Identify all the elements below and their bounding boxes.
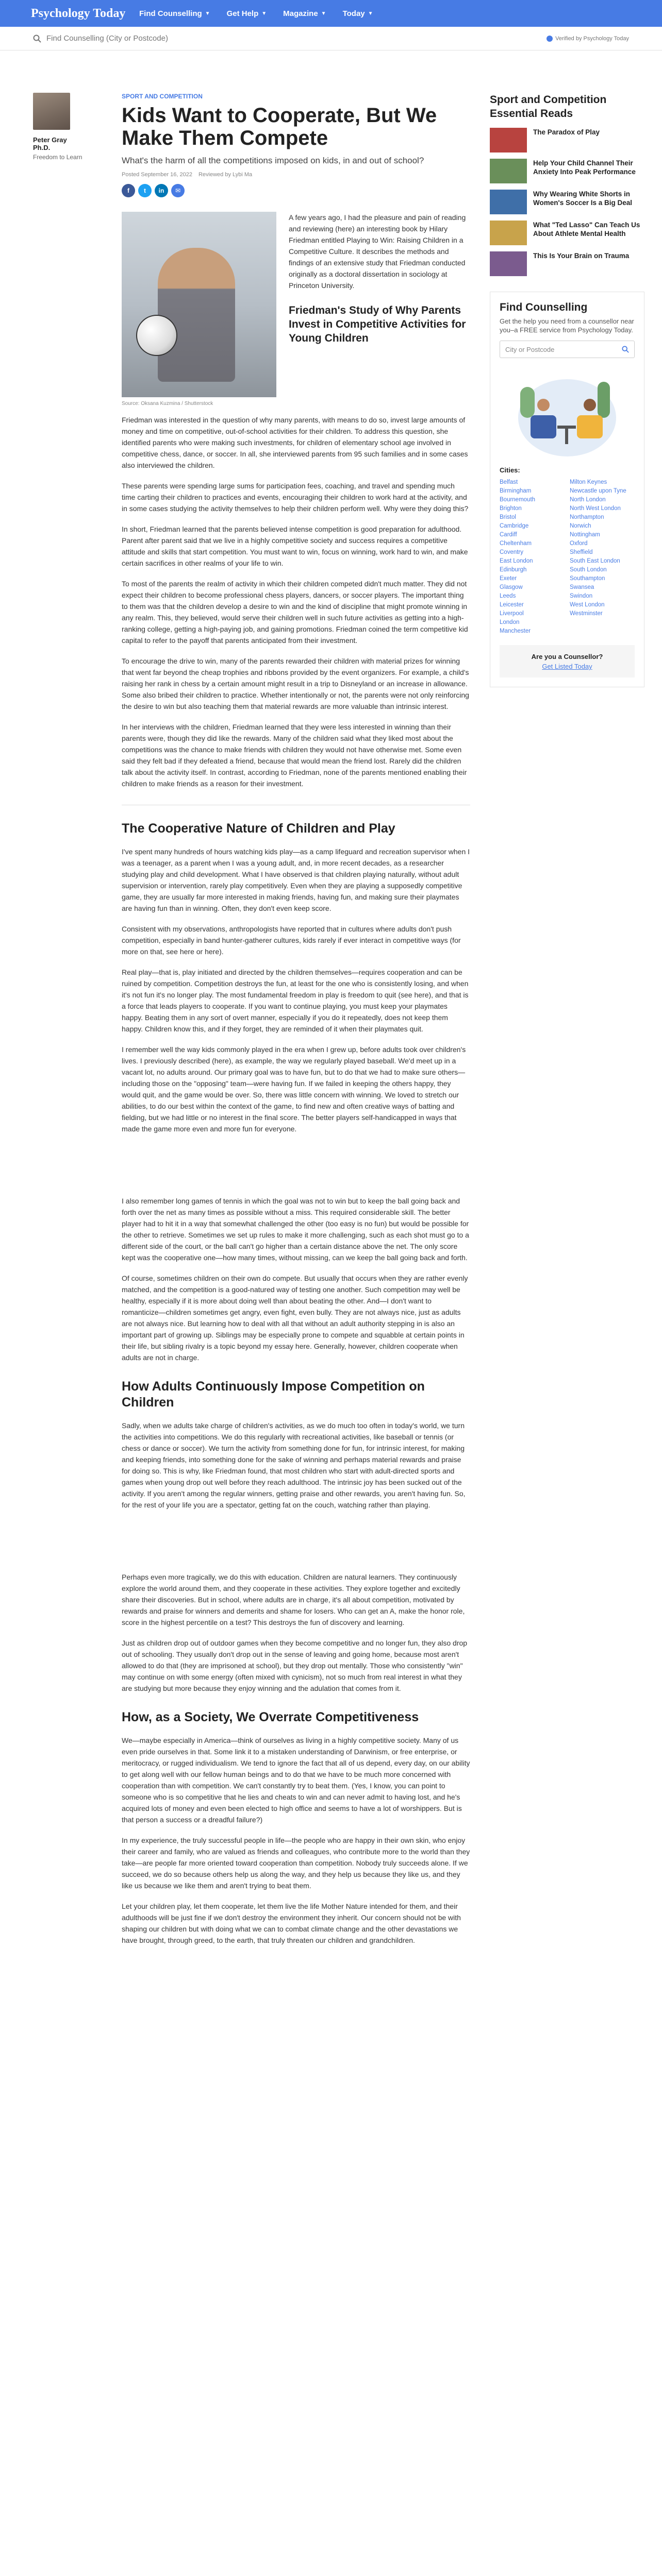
paragraph: To most of the parents the realm of activity in which their children competed didn't much matter. They did not expect their children to become professional chess players, dancers, or soccer players. The important thing to them was that the children develop a desire to win and the kind of discipline that might promote winning in any realm. This, they believed, would serve their children well in such future activities as getting into a high-ranking college, getting a high-paying job, and gaining promotions. Friedman coined the term competitive kid capital to refer to the payoff that parents anticipated from their investment.: [122, 580, 468, 645]
twitter-icon[interactable]: t: [138, 184, 152, 197]
cities-list: [500, 478, 635, 636]
search-placeholder: Find Counselling (City or Postcode): [46, 34, 168, 43]
city-link[interactable]: Exeter: [500, 575, 517, 582]
city-link[interactable]: Leeds: [500, 593, 516, 599]
email-icon[interactable]: ✉: [171, 184, 185, 197]
city-link[interactable]: Newcastle upon Tyne: [570, 488, 626, 494]
top-nav-bar: [0, 0, 662, 27]
city-link[interactable]: Brighton: [500, 505, 522, 512]
city-link[interactable]: Manchester: [500, 628, 531, 634]
city-postcode-input[interactable]: [500, 341, 635, 358]
essential-read-item[interactable]: [490, 128, 644, 152]
city-link[interactable]: Swindon: [570, 593, 593, 599]
post-date: Posted September 16, 2022: [122, 172, 192, 178]
city-link[interactable]: Glasgow: [500, 584, 523, 590]
essential-read-item[interactable]: [490, 251, 644, 276]
find-counselling-title: Find Counselling: [500, 301, 588, 313]
paragraph: To encourage the drive to win, many of the parents rewarded their children with material prizes for winning that went far beyond the cheap trophies and ribbons provided by the event organizers. For example, a child's raising her rank in chess by a certain amount might result in a trip to Disneyland or an increase in allowance. Some also bribed their children to practice. Whether intentionally or not, the parents were not only reinforcing the desire to win but also teaching them that material rewards are more valuable than intrinsic interest.: [122, 657, 469, 710]
article-category[interactable]: SPORT AND COMPETITION: [122, 93, 203, 100]
search-input[interactable]: [33, 34, 168, 43]
paragraph: Of course, sometimes children on their own do compete. But usually that occurs when they are rather evenly matched, and the competition is a good-natured way of testing one another. Such competition may well be healthy, especially if it is more about doing well than about beating the other. And—I don't want to romanticize—children sometimes get angry, even fight, even bully. They are not always nice, just as adults are not always nice. But learning how to deal with all that without an adult authority stepping in is also an important part of growing up. Siblings may be especially prone to compete and squabble at certain points in their life, but sibling rivalry is a topic beyond my essay here. Generally, however, children cooperate when adults are not in charge.: [122, 1274, 468, 1362]
read-title: Why Wearing White Shorts in Women's Soccer Is a Big Deal: [533, 190, 633, 207]
city-link[interactable]: Northampton: [570, 514, 604, 520]
city-link[interactable]: Swansea: [570, 584, 594, 590]
city-link[interactable]: Oxford: [570, 540, 588, 547]
soccer-ball: [136, 315, 177, 356]
article-meta: [122, 172, 470, 178]
paragraph: I also remember long games of tennis in which the goal was not to win but to keep the ball going back and forth over the net as many times as possible without a miss. This required considerable skill. The better player had to hit it in a way that somewhat challenged the other (too easy is no fun) but would be possible for the other to retrieve. Sometimes we set up rules to make it more challenging, such as each shot must go to a different side of the court, or the ball can't go higher than a certain distance above the net. The only score kept was the cooperative one—how many times, without missing, can we keep the ball going back and forth.: [122, 1197, 469, 1262]
city-link[interactable]: Cardiff: [500, 532, 517, 538]
city-link[interactable]: Liverpool: [500, 611, 524, 617]
city-link[interactable]: Milton Keynes: [570, 479, 607, 485]
nav-find-counselling[interactable]: [139, 9, 210, 18]
paragraph: I remember well the way kids commonly played in the era when I grew up, before adults took over children's lives. I previously described (here), as example, the way we regularly played baseball. We'd meet up in a vacant lot, no adults around. Our primary goal was to have fun, but to do that we had to make sure others—including those on the "opposing" team—were having fun. If we failed in keeping the others happy, they would quit, and the game would be over. So, there was little concern with winning. We loved to stretch our abilities, to do our best within the context of the game, to find new and often creative ways of batting and fielding, but we had little or no interest in the final score. The better players self-handicapped in ways that made the game more even and more fun for everyone.: [122, 1045, 466, 1133]
city-link[interactable]: West London: [570, 602, 605, 608]
article-subtitle: What's the harm of all the competitions imposed on kids, in and out of school?: [122, 156, 424, 165]
read-thumbnail: [490, 251, 527, 276]
nav-today[interactable]: [343, 9, 373, 18]
section-heading: The Cooperative Nature of Children and Play: [122, 821, 395, 836]
girl-figure: [158, 248, 235, 382]
paragraph: I've spent many hundreds of hours watching kids play—as a camp lifeguard and recreation supervisor when I was a teenager, as a parent when I was a young adult, and, in more recent decades, as a researcher studying play and child development. What I have observed is that children playing naturally, without adult supervision or intervention, rarely play competitively. Even when they are playing a supposedly competitive game, they are usually far more interested in making friends, having fun, and making sure their playmates are having fun than in winning. Often, they don't even keep score.: [122, 848, 470, 912]
author-avatar[interactable]: [33, 93, 70, 130]
chevron-down-icon: ▼: [261, 10, 267, 16]
read-thumbnail: [490, 159, 527, 183]
cities-column-1: [500, 478, 565, 636]
paragraph: In her interviews with the children, Friedman learned that they were less interested in winning than their parents were, though they did like the rewards. Many of the children said what they liked most about the competitions was the chance to make friends with children they would not have otherwise met. Some even said they felt bad if they defeated a friend, because that would mean the friend lost. Rarely did the children talk about the activity itself. In contrast, according to Friedman, none of the parents mentioned enabling their children to make friends as a reason for their investment.: [122, 723, 467, 788]
paragraph: Friedman was interested in the question of why many parents, with means to do so, invest large amounts of money and time on competitive, out-of-school activities for their children. To address this question, she identified parents who were making such investments, for children of elementary school age involved in competitive chess, dance, or soccer. In all, she interviewed parents from 95 such families and in some cases also interviewed the children.: [122, 416, 468, 469]
girl-with-ball-image: [122, 212, 276, 397]
city-link[interactable]: North West London: [570, 505, 621, 512]
find-counselling-box: [490, 292, 644, 687]
city-link[interactable]: Coventry: [500, 549, 524, 555]
paragraph: Just as children drop out of outdoor games when they become competitive and no longer fun, they also drop out of schooling. They usually don't drop out in the sense of leaving and going home, because most aren't allowed to do that (they are imprisoned at school), but they drop out mentally. Those who consistently "win" may continue on with some energy (often mixed with cynicism), not so much from real interest in what they are studying but more because they enjoy winning and the adulation that comes from it.: [122, 1639, 468, 1692]
counsellor-promo: [500, 645, 635, 677]
counselling-session-illustration: [500, 366, 635, 459]
city-link[interactable]: Nottingham: [570, 532, 600, 538]
author-blog[interactable]: Freedom to Learn: [33, 154, 82, 161]
read-title: Help Your Child Channel Their Anxiety Into Peak Performance: [533, 159, 636, 176]
city-link[interactable]: Westminster: [570, 611, 603, 617]
essential-read-item[interactable]: [490, 190, 644, 214]
read-thumbnail: [490, 128, 527, 152]
sidebar: [490, 93, 644, 687]
chevron-down-icon: ▼: [321, 10, 326, 16]
facebook-icon[interactable]: f: [122, 184, 135, 197]
search-icon[interactable]: [622, 346, 629, 353]
paragraph: In my experience, the truly successful people in life—the people who are happy in their own skin, who enjoy their career and family, who are valued as friends and colleagues, who contribute more to the world than they take—are people far more oriented toward cooperation than competition. Nobody truly succeeds alone. If we succeed, we do so because others help us along the way, and they help us because they like us, and they like us because we like them and aren't trying to beat them.: [122, 1836, 470, 1890]
paragraph: Consistent with my observations, anthropologists have reported that in cultures where adults don't push competition, especially in band hunter-gatherer cultures, kids rarely if ever interact in competitive ways (for more on that, see here or here).: [122, 925, 461, 956]
verified-label: Verified by Psychology Today: [555, 35, 629, 42]
essential-reads-list: [490, 128, 644, 276]
read-title: This Is Your Brain on Trauma: [533, 252, 630, 260]
city-link[interactable]: Southampton: [570, 575, 605, 582]
city-link[interactable]: Norwich: [570, 523, 591, 529]
counselling-illustration: [500, 366, 635, 459]
search-icon: [33, 35, 41, 43]
nav-label: Get Help: [226, 9, 259, 18]
city-link[interactable]: Bournemouth: [500, 497, 536, 503]
verified-check-icon: [547, 36, 553, 42]
nav-magazine[interactable]: [283, 9, 326, 18]
essential-read-item[interactable]: [490, 159, 644, 183]
article-title: Kids Want to Cooperate, But We Make Them Compete: [122, 104, 437, 149]
author-name[interactable]: Peter Gray Ph.D.: [33, 136, 67, 151]
find-counselling-description: Get the help you need from a counsellor near you–a FREE service from Psychology Today.: [500, 317, 634, 334]
nav-label: Today: [342, 9, 365, 18]
essential-read-item[interactable]: [490, 221, 644, 245]
linkedin-icon[interactable]: in: [155, 184, 168, 197]
paragraph: Perhaps even more tragically, we do this with education. Children are natural learners. They continuously explore the world around them, and they cooperate in these activities. They explore together and excitedly share their discoveries. But in school, where adults are in charge, it's all about competition, motivated by rewards and praise for winners and demerits and shame for losers. Who can get an A, make the honor role, score in the highest percentile on a test? This destroys the fun of discovery and learning.: [122, 1573, 465, 1626]
paragraph: Real play—that is, play initiated and directed by the children themselves—requires cooperation and can be ruined by competition. Competition destroys the fun, at least for the one who is consistently losing, and when it's not fun it's no longer play. The most fundamental freedom in play is freedom to quit (see here), and that is a force that leads players to cooperate. If you want to continue playing, you must keep your playmates happy. Beating them in any sort of overt manner, especially if you do it repeatedly, does not keep them happy. Children know this, and if they forget, they are reminded of it when their playmates quit.: [122, 968, 469, 1033]
city-link[interactable]: Sheffield: [570, 549, 593, 555]
section-heading: How Adults Continuously Impose Competition on Children: [122, 1379, 425, 1410]
ad-space: [122, 1134, 470, 1186]
nav-label: Magazine: [283, 9, 318, 18]
get-listed-link[interactable]: Get Listed Today: [542, 663, 592, 670]
essential-reads-title: Sport and Competition Essential Reads: [490, 94, 607, 120]
cities-label: Cities:: [500, 466, 520, 474]
figure-caption: Source: Oksana Kuzmina / Shutterstock: [122, 401, 213, 406]
paragraph: A few years ago, I had the pleasure and pain of reading and reviewing (here) an interesting book by Hilary Friedman entitled Playing to Win: Raising Children in a Competitive Culture. It describes the methods and findings of an extensive study that Friedman conducted originally as a doctoral dissertation in sociology at Princeton University.: [289, 213, 466, 290]
search-bar: [0, 27, 662, 50]
chevron-down-icon: ▼: [368, 10, 373, 16]
city-link[interactable]: Bristol: [500, 514, 516, 520]
city-link[interactable]: Cheltenham: [500, 540, 532, 547]
city-link[interactable]: South East London: [570, 558, 620, 564]
counsellor-question: Are you a Counsellor?: [531, 653, 603, 660]
section-heading: How, as a Society, We Overrate Competitiveness: [122, 1710, 419, 1724]
chevron-down-icon: ▼: [205, 10, 210, 16]
article: [122, 93, 470, 1946]
cities-column-2: [570, 478, 635, 636]
read-thumbnail: [490, 221, 527, 245]
ad-space: [122, 1511, 470, 1562]
paragraph: These parents were spending large sums for participation fees, coaching, and travel and spending much time carting their children to practices and events, encouraging their children to work hard at the activity, and in some cases studying the activity themselves to help their children perform well. Why were they doing this?: [122, 482, 469, 513]
site-logo[interactable]: Psychology Today: [31, 7, 126, 20]
article-figure: [122, 212, 276, 407]
city-link[interactable]: Leicester: [500, 602, 524, 608]
nav-get-help[interactable]: [227, 9, 267, 18]
paragraph: Sadly, when we adults take charge of children's activities, as we do much too often in today's world, we turn the activities into competitions. We do this regularly with recreational activities, like baseball or tennis (or chess or dance or soccer). We turn the activity from something done for fun, for intrinsic interest, for making and keeping friends, into something done for the sake of winning and perhaps material rewards and praise for doing so. This is why, like Friedman found, that most children who start with adult-directed sports and games when young drop out well before they reach adulthood. The intrinsic joy has been sucked out of the activity. If you aren't among the regular winners, getting praise and other rewards, you aren't having fun. So, for the rest of your life you are a spectator, getting fat on the couch, watching rather than playing.: [122, 1421, 466, 1509]
city-link[interactable]: London: [500, 619, 520, 625]
city-link[interactable]: Edinburgh: [500, 567, 527, 573]
paragraph: Let your children play, let them cooperate, let them live the life Mother Nature intended for them, and their adulthoods will be just fine if we don't destroy the environment they inherit. Our concern should not be with shaping our children but with doing what we can to combat climate change and the other devastations we have brought, through greed, to the earth, that truly threaten our children and grandchildren.: [122, 1902, 461, 1944]
verified-badge: [547, 36, 629, 42]
city-link[interactable]: South London: [570, 567, 607, 573]
share-buttons: [122, 184, 470, 197]
review-info: Reviewed by Lybi Ma: [198, 172, 253, 178]
section-heading: Friedman's Study of Why Parents Invest in Competitive Activities for Young Children: [289, 304, 466, 344]
main-nav: [139, 9, 373, 18]
read-thumbnail: [490, 190, 527, 214]
read-title: The Paradox of Play: [533, 128, 600, 136]
city-postcode-placeholder: City or Postcode: [505, 345, 555, 353]
read-title: What "Ted Lasso" Can Teach Us About Athlete Mental Health: [533, 221, 640, 238]
city-link[interactable]: Cambridge: [500, 523, 529, 529]
nav-label: Find Counselling: [139, 9, 202, 18]
paragraph: In short, Friedman learned that the parents believed intense competition is good preparation for adulthood. Parent after parent said that we live in a highly competitive society and success requires a competitive attitude and skills that start competition. You must want to win, focus on winning, work hard to win, and make certain sacrifices in other realms of your life to win.: [122, 525, 468, 567]
author-block: [33, 93, 85, 161]
city-link[interactable]: Belfast: [500, 479, 518, 485]
city-link[interactable]: Birmingham: [500, 488, 532, 494]
paragraph: We—maybe especially in America—think of ourselves as living in a highly competitive society. Many of us even pride ourselves in that. Some link it to a mistaken understanding of Darwinism, or free enterprise, or meritocracy, or rugged individualism. We tend to ignore the fact that all of us depend, every day, on our ability to get along well with our fellow human beings and to do that we have to be much more concerned with cooperation than with competition. We can't constantly try to beat them. (Yes, I know, you can point to someone who is so competitive that he lies and cheats to win and can never admit to having lost, and he's acquired lots of money and even been elected to high office and seems to have a lot of worshippers. But is that person a success or a dreadful failure?): [122, 1736, 470, 1824]
city-link[interactable]: North London: [570, 497, 606, 503]
city-link[interactable]: East London: [500, 558, 533, 564]
